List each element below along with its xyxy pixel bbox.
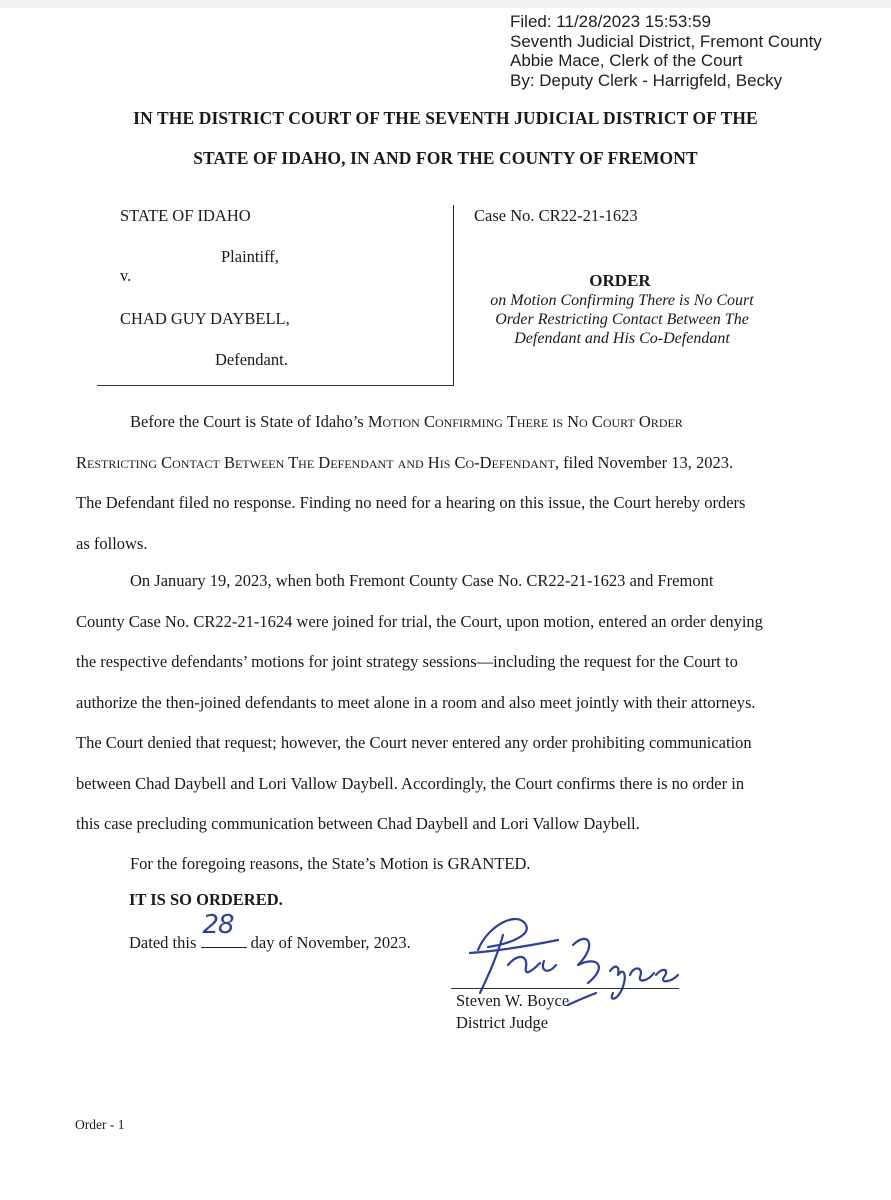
p1-line3: The Defendant filed no response. Finding no need for a hearing on this issue, the Court hereby orders — [76, 493, 746, 512]
caption-divider-vertical — [453, 205, 454, 385]
caption-divider-horizontal — [97, 385, 454, 386]
order-subtitle-line: Defendant and His Co-Defendant — [514, 330, 730, 347]
p1-text: Before the Court is State of Idaho’s — [130, 412, 368, 431]
order-subtitle — [462, 291, 782, 348]
top-edge — [0, 0, 891, 8]
handwritten-day: 28 — [202, 910, 234, 940]
judge-name: Steven W. Boyce — [456, 991, 570, 1010]
motion-title-part1: Motion Confirming There is No Court Order — [367, 412, 683, 431]
p2-line: authorize the then-joined defendants to meet alone in a room and also meet jointly with their attorneys. — [76, 692, 756, 712]
paragraph-1 — [76, 402, 784, 564]
p1-line4: as follows. — [76, 533, 148, 553]
defendant-role: Defendant. — [215, 350, 288, 369]
signature-line — [451, 988, 679, 989]
p2-line: this case precluding communication between Chad Daybell and Lori Vallow Daybell. — [76, 814, 640, 833]
case-number: Case No. CR22-21-1623 — [474, 206, 638, 225]
plaintiff-name: STATE OF IDAHO — [120, 206, 251, 225]
p3-text: For the foregoing reasons, the State’s Motion is GRANTED. — [130, 854, 531, 873]
p1-filed-date: , filed November 13, 2023. — [554, 452, 734, 472]
court-heading-line2: STATE OF IDAHO, IN AND FOR THE COUNTY OF FREMONT — [193, 148, 698, 168]
filed-timestamp: Filed: 11/28/2023 15:53:59 — [510, 12, 712, 31]
court-heading-line1: IN THE DISTRICT COURT OF THE SEVENTH JUDICIAL DISTRICT OF THE — [133, 108, 758, 128]
order-subtitle-line: Order Restricting Contact Between The — [495, 311, 749, 328]
plaintiff-role: Plaintiff, — [221, 247, 279, 266]
order-subtitle-line: on Motion Confirming There is No Court — [490, 292, 754, 309]
p2-line: the respective defendants’ motions for joint strategy sessions—including the request for the Court to — [76, 652, 738, 671]
filing-stamp — [510, 12, 822, 90]
dated-suffix: day of November, 2023. — [246, 933, 411, 952]
p2-line: On January 19, 2023, when both Fremont County Case No. CR22-21-1623 and Fremont — [130, 571, 714, 590]
dated-line — [129, 910, 411, 953]
order-title: ORDER — [589, 271, 651, 290]
page-footer: Order - 1 — [75, 1117, 125, 1132]
filed-district: Seventh Judicial District, Fremont County — [510, 31, 822, 51]
p2-line: County Case No. CR22-21-1624 were joined for trial, the Court, upon motion, entered an order denying — [76, 611, 763, 631]
judge-block — [456, 990, 569, 1034]
judge-title: District Judge — [456, 1013, 549, 1032]
filed-clerk: Abbie Mace, Clerk of the Court — [510, 51, 743, 70]
motion-title-part2: Restricting Contact Between The Defendant and His Co-Defendant — [76, 452, 555, 472]
so-ordered: IT IS SO ORDERED. — [129, 890, 283, 909]
versus: v. — [120, 266, 132, 285]
paragraph-2 — [76, 561, 784, 845]
p2-line: The Court denied that request; however, the Court never entered any order prohibiting communication — [76, 733, 752, 752]
paragraph-3 — [130, 844, 780, 885]
dated-prefix: Dated this — [129, 933, 201, 952]
defendant-name: CHAD GUY DAYBELL, — [120, 309, 290, 328]
p2-line: between Chad Daybell and Lori Vallow Daybell. Accordingly, the Court confirms there is no order in — [76, 773, 745, 793]
day-blank — [201, 910, 247, 948]
filed-deputy: By: Deputy Clerk - Harrigfeld, Becky — [510, 70, 783, 90]
